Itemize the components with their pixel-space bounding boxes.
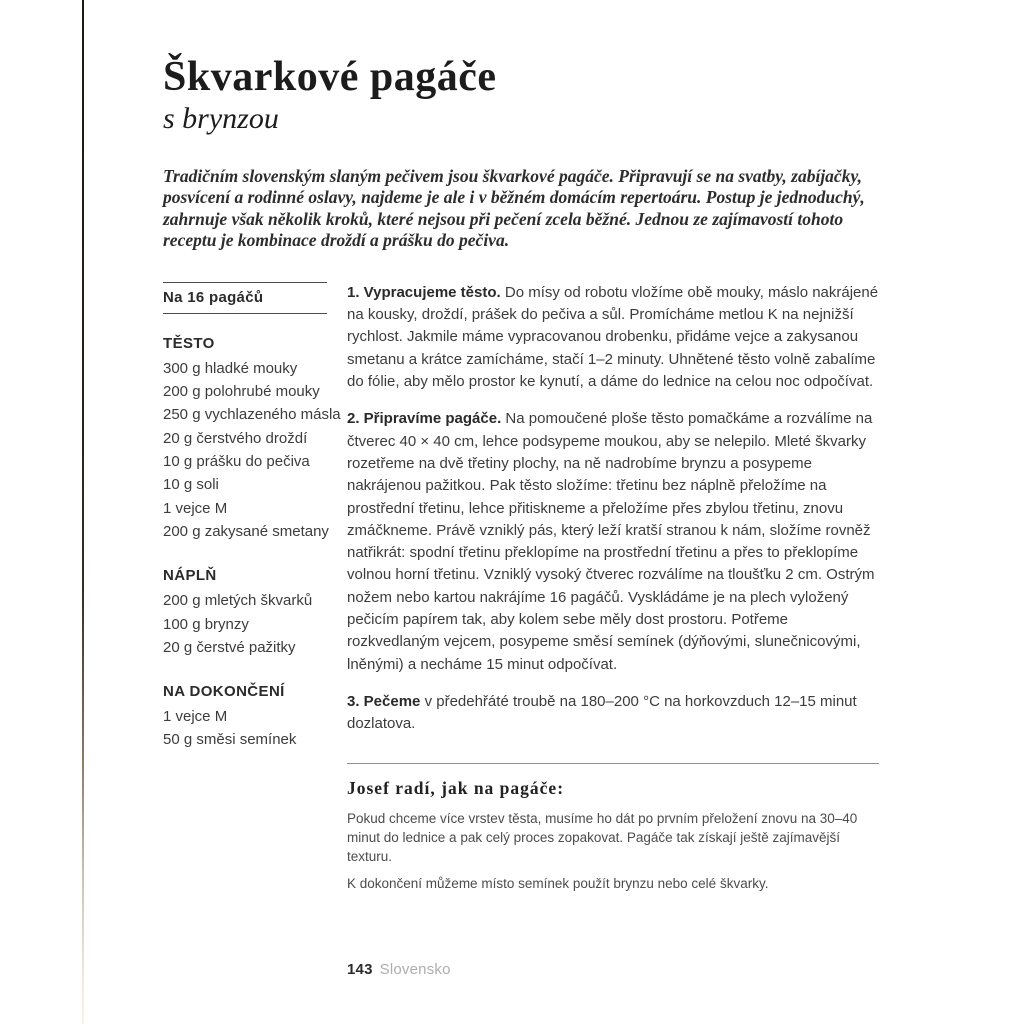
ingredients-column — [163, 282, 347, 752]
ingredient-item: 1 vejce M — [163, 708, 228, 726]
ingredient-item: 10 g soli — [163, 476, 219, 494]
step-2 — [347, 408, 879, 676]
tip-paragraph: Pokud chceme více vrstev těsta, musíme ho dát po prvním přeložení znovu na 30–40 minut do lednice a pak celý proces zopakovat. Pagáče tak získají ještě zajímavější texturu. — [347, 810, 858, 864]
section-title: NÁPLŇ — [163, 567, 217, 585]
page-edge-line — [82, 0, 84, 1024]
recipe-title: Škvarkové pagáče — [163, 54, 497, 100]
recipe-body — [163, 282, 879, 901]
ingredients-section-dough — [163, 335, 347, 543]
recipe-intro: Tradičním slovenským slaným pečivem jsou škvarkové pagáče. Připravují se na svatby, zabíjačky, posvícení a rodinné oslavy, najdeme je ale i v běžném domácím repertoáru. Postup je jednoduchý, zahrnuje však několik kroků, které nejsou při pečení zcela běžné. Jednou ze zajímavostí tohoto receptu je kombinace droždí a prášku do pečiva. — [163, 165, 865, 251]
tip-box — [347, 763, 879, 892]
yield-box: Na 16 pagáčů — [163, 282, 327, 314]
recipe-content — [163, 56, 879, 901]
page-footer — [347, 961, 451, 978]
ingredient-item: 1 vejce M — [163, 499, 228, 517]
ingredient-item: 200 g polohrubé mouky — [163, 383, 320, 401]
ingredients-section-filling — [163, 567, 347, 659]
recipe-subtitle: s brynzou — [163, 101, 279, 135]
ingredient-item: 200 g zakysané smetany — [163, 522, 329, 540]
ingredient-item: 20 g čerstvé pažitky — [163, 638, 296, 656]
ingredient-item: 200 g mletých škvarků — [163, 592, 313, 610]
ingredient-item: 100 g brynzy — [163, 615, 249, 633]
recipe-header — [163, 56, 879, 135]
section-title: TĚSTO — [163, 334, 215, 352]
tip-paragraph: K dokončení můžeme místo semínek použít brynzu nebo celé škvarky. — [347, 875, 769, 891]
page-number: 143 — [347, 961, 373, 978]
ingredient-item: 250 g vychlazeného másla — [163, 406, 341, 424]
step-lead: 1. Vypracujeme těsto. — [347, 283, 501, 301]
step-text: Na pomoučené ploše těsto pomačkáme a rozválíme na čtverec 40 × 40 cm, lehce podsypeme moukou, aby se nelepilo. Mleté škvarky rozetřeme na dvě třetiny plochy, na ně nadrobíme brynzu a posypeme nakrájenou pažitkou. Pak těsto složíme: třetinu bez náplně přeložíme na prostřední třetinu, lehce přitiskneme a přeložíme přes zbylou třetinu, znovu zmáčkneme. Právě vzniklý pás, který leží kratší stranou k nám, složíme rovněž natřikrát: spodní třetinu překlopíme na prostřední třetinu a přes to překlopíme volnou horní třetinu. Vzniklý vysoký čtverec rozválíme na tloušťku 2 cm. Ostrým nožem nebo kartou nakrájíme 16 pagáčů. Vyskládáme je na plech vyložený pečicím papírem tak, aby kolem sebe měly dost prostoru. Potřeme rozkvedlaným vejcem, posypeme směsí semínek (dýňovými, slunečnicovými, lněnými) a necháme 15 minut odpočívat. — [347, 410, 875, 673]
step-1 — [347, 282, 879, 393]
ingredient-item: 20 g čerstvého droždí — [163, 429, 308, 447]
ingredients-section-finish — [163, 683, 347, 752]
step-3 — [347, 691, 879, 736]
step-lead: 3. Pečeme — [347, 692, 421, 710]
tip-heading: Josef radí, jak na pagáče: — [347, 778, 565, 799]
ingredient-item: 10 g prášku do pečiva — [163, 453, 310, 471]
chapter-name: Slovensko — [379, 961, 451, 978]
section-title: NA DOKONČENÍ — [163, 683, 285, 701]
step-text: Do mísy od robotu vložíme obě mouky, máslo nakrájené na kousky, droždí, prášek do pečiva a sůl. Promícháme metlou K na nejnižší rychlost. Jakmile máme vypracovanou drobenku, přidáme vejce a zakysanou smetanu a krátce zamícháme, stačí 1–2 minuty. Uhnětené těsto volně zabalíme do fólie, aby mělo prostor ke kynutí, a dáme do lednice na celou noc odpočívat. — [347, 283, 879, 391]
step-text: v předehřáté troubě na 180–200 °C na horkovzduch 12–15 minut dozlatova. — [347, 692, 857, 733]
ingredient-item: 300 g hladké mouky — [163, 359, 298, 377]
ingredient-item: 50 g směsi semínek — [163, 731, 297, 749]
step-lead: 2. Připravíme pagáče. — [347, 410, 502, 428]
method-column — [347, 282, 879, 901]
